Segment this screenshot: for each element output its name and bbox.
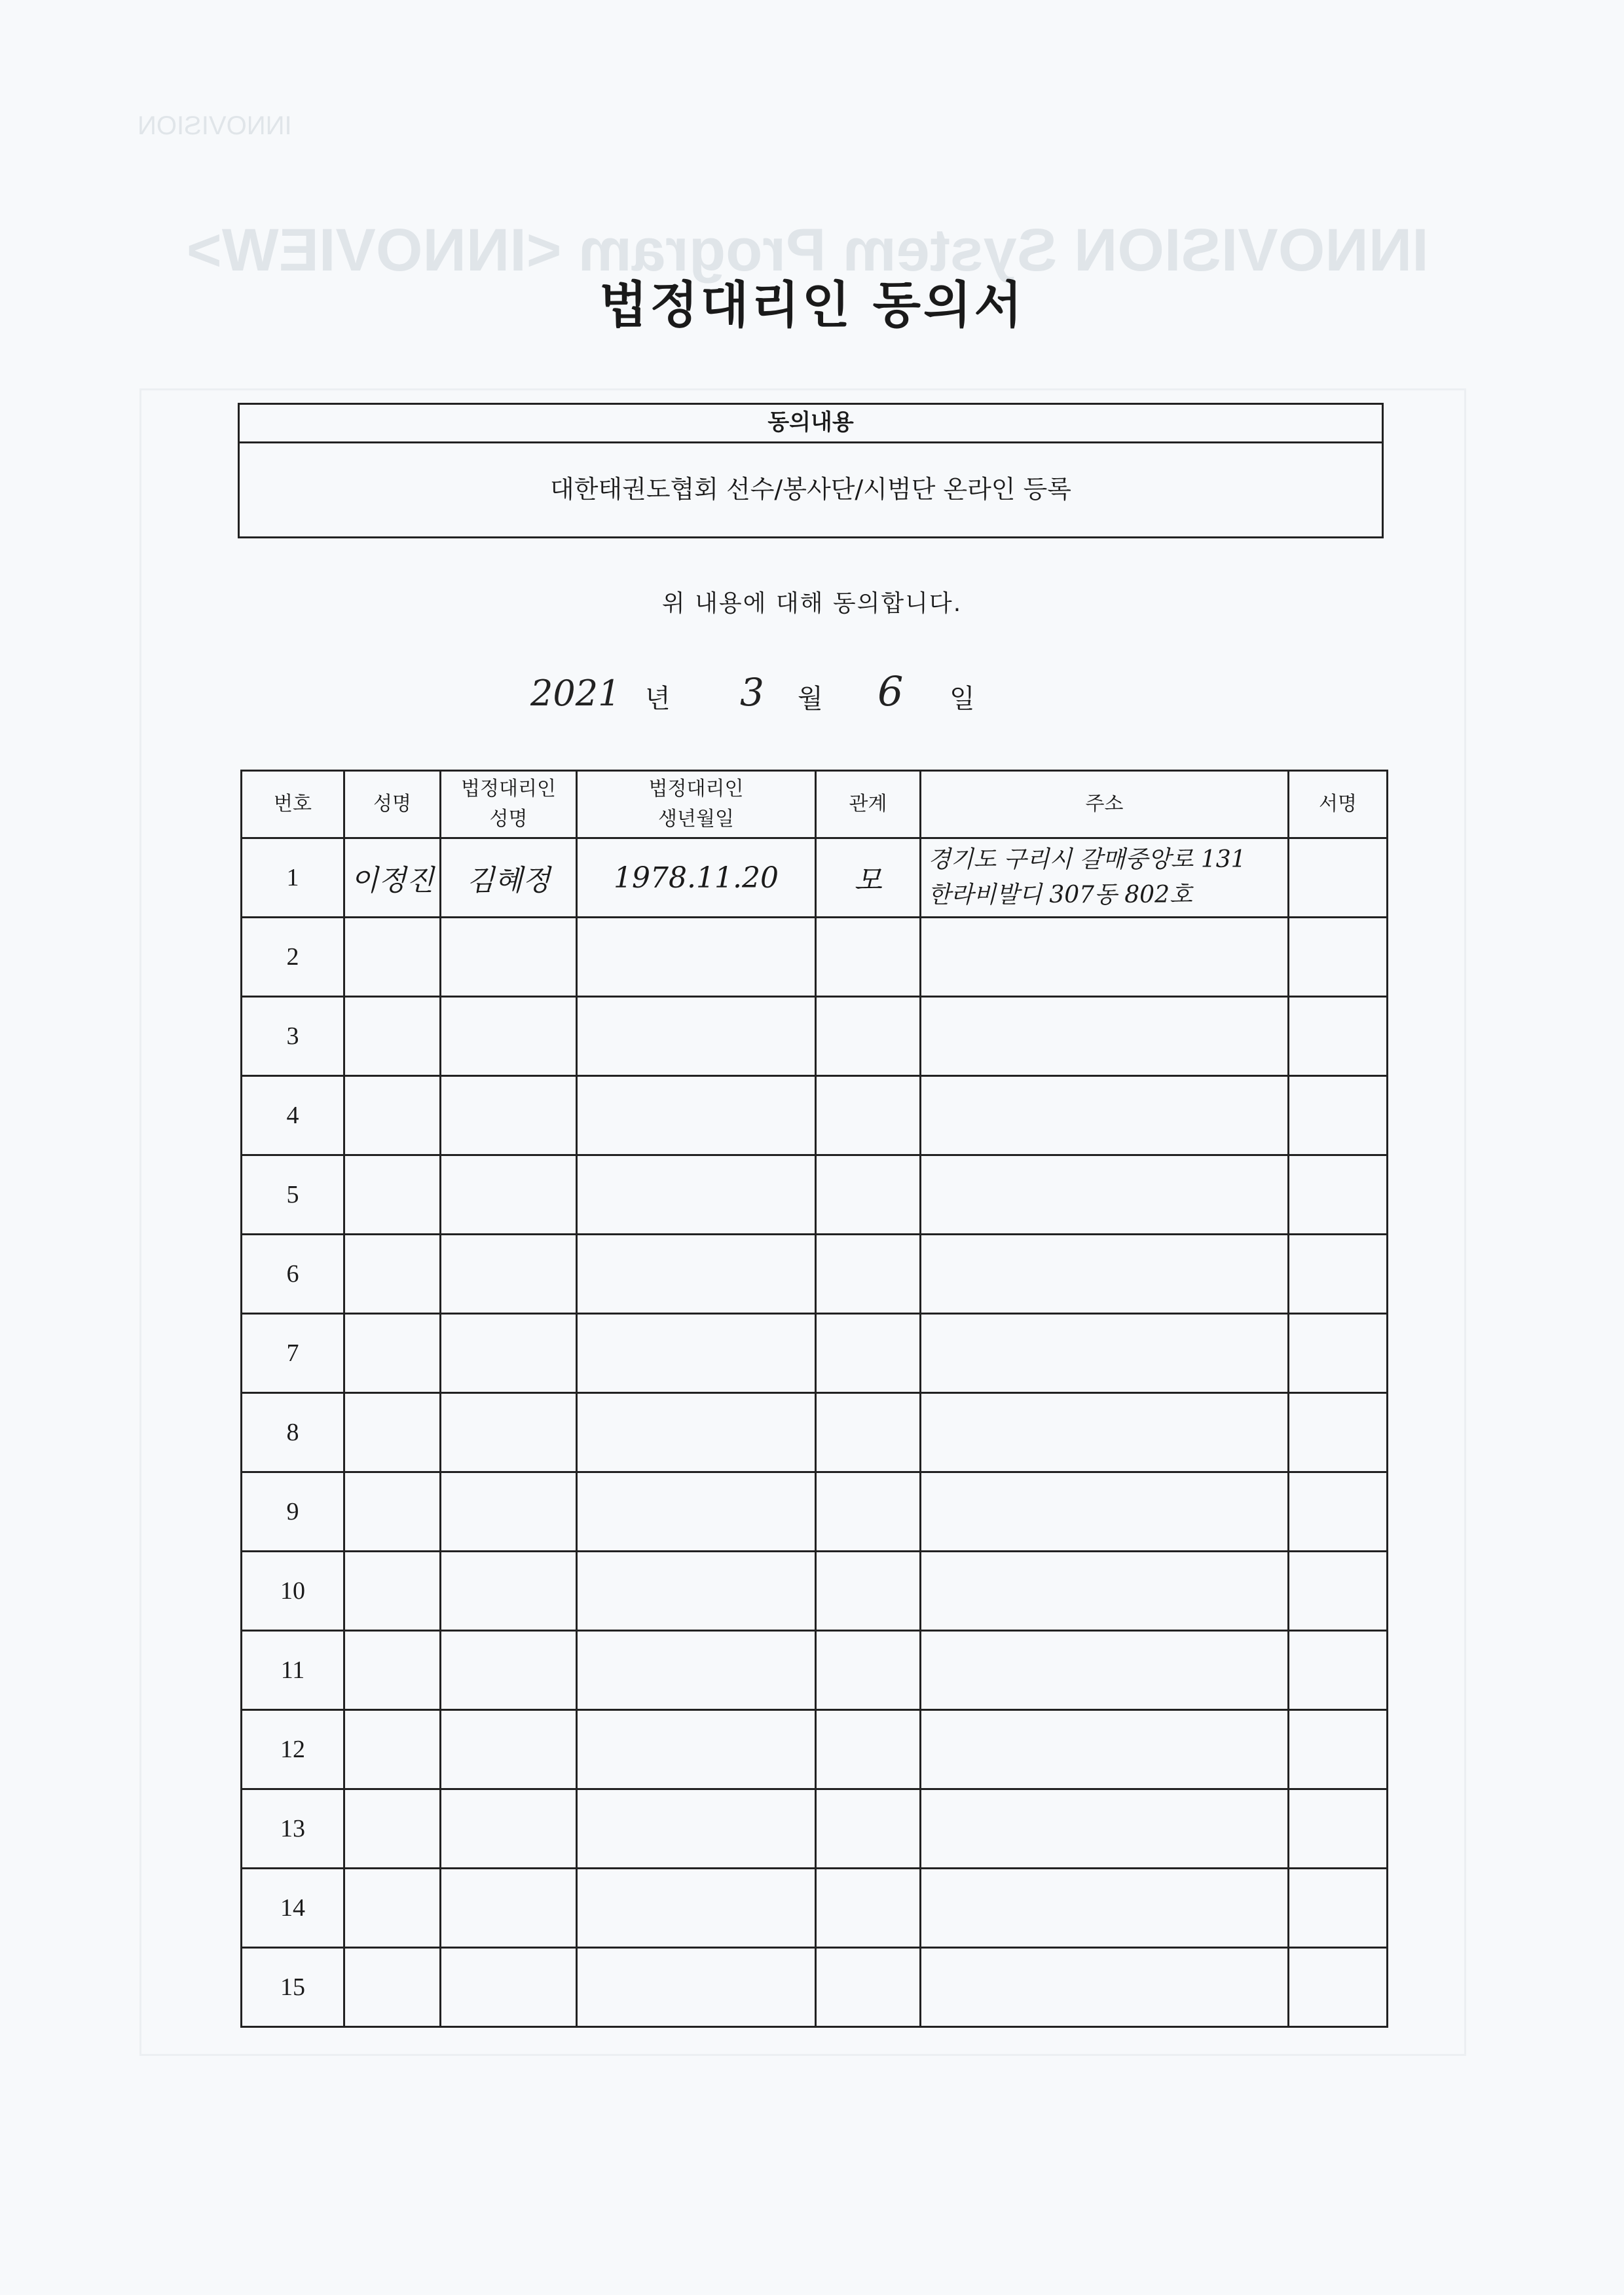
cell-relation [816, 997, 921, 1076]
cell-address [921, 1552, 1289, 1631]
cell-guardian-birthdate [577, 1552, 816, 1631]
table-row [242, 1948, 1388, 2027]
consent-box [238, 403, 1384, 538]
cell-signature [1289, 1710, 1388, 1789]
date-year: 2021 [530, 673, 621, 714]
cell-number: 8 [242, 1393, 344, 1472]
cell-name [344, 1710, 441, 1789]
table-row [242, 1631, 1388, 1710]
cell-address [921, 997, 1289, 1076]
cell-guardian-birthdate [577, 1789, 816, 1869]
cell-relation [816, 1789, 921, 1869]
table-row [242, 1472, 1388, 1552]
cell-relation [816, 1314, 921, 1393]
cell-number: 1 [242, 838, 344, 918]
cell-name: 이정진 [344, 838, 441, 918]
cell-address [921, 1314, 1289, 1393]
cell-address [921, 1789, 1289, 1869]
cell-signature [1289, 838, 1388, 918]
cell-address [921, 1710, 1289, 1789]
cell-name [344, 1076, 441, 1155]
cell-signature [1289, 1472, 1388, 1552]
cell-number: 6 [242, 1235, 344, 1314]
cell-name [344, 1393, 441, 1472]
table-row [242, 1789, 1388, 1869]
cell-guardian-name [441, 1393, 577, 1472]
cell-relation [816, 1869, 921, 1948]
cell-number: 9 [242, 1472, 344, 1552]
table-row [242, 997, 1388, 1076]
bleed-through-header: INNOVISION [138, 111, 292, 140]
cell-name [344, 1869, 441, 1948]
cell-guardian-birthdate [577, 1314, 816, 1393]
column-header-name: 성명 [344, 771, 441, 838]
cell-guardian-name [441, 1631, 577, 1710]
cell-guardian-name: 김혜정 [441, 838, 577, 918]
cell-address [921, 1393, 1289, 1472]
cell-guardian-name [441, 918, 577, 997]
cell-signature [1289, 1076, 1388, 1155]
cell-number: 13 [242, 1789, 344, 1869]
cell-guardian-name [441, 1869, 577, 1948]
column-header-number: 번호 [242, 771, 344, 838]
agreement-statement: 위 내용에 대해 동의합니다. [661, 590, 963, 617]
cell-guardian-birthdate [577, 1155, 816, 1235]
cell-signature [1289, 918, 1388, 997]
cell-number: 11 [242, 1631, 344, 1710]
cell-guardian-birthdate [577, 1948, 816, 2027]
cell-guardian-birthdate [577, 1235, 816, 1314]
cell-number: 15 [242, 1948, 344, 2027]
address-line-1: 경기도 구리시 갈매중앙로 131 [928, 846, 1246, 873]
cell-name [344, 1155, 441, 1235]
cell-address [921, 1472, 1289, 1552]
table-row [242, 1710, 1388, 1789]
cell-signature [1289, 1948, 1388, 2027]
cell-address [921, 918, 1289, 997]
cell-name [344, 1552, 441, 1631]
table-row [242, 1076, 1388, 1155]
cell-signature [1289, 1789, 1388, 1869]
cell-relation [816, 1710, 921, 1789]
cell-number: 12 [242, 1710, 344, 1789]
cell-name [344, 1472, 441, 1552]
cell-signature [1289, 1314, 1388, 1393]
table-row [242, 918, 1388, 997]
cell-signature [1289, 1552, 1388, 1631]
cell-relation [816, 1235, 921, 1314]
cell-guardian-birthdate [577, 997, 816, 1076]
cell-relation [816, 1393, 921, 1472]
cell-relation: 모 [816, 838, 921, 918]
cell-number: 4 [242, 1076, 344, 1155]
cell-guardian-name [441, 997, 577, 1076]
cell-signature [1289, 997, 1388, 1076]
cell-relation [816, 1076, 921, 1155]
cell-number: 3 [242, 997, 344, 1076]
table-row [242, 1314, 1388, 1393]
cell-name [344, 997, 441, 1076]
table-row [242, 1869, 1388, 1948]
guardian-table [240, 770, 1388, 2028]
date-year-label: 년 [645, 684, 671, 714]
cell-relation [816, 1472, 921, 1552]
bleed-through-title: INNOVISION System Program <INNOVIEW> [187, 217, 1429, 284]
cell-guardian-name [441, 1155, 577, 1235]
table-header-row [242, 771, 1388, 838]
cell-address [921, 1631, 1289, 1710]
cell-name [344, 1948, 441, 2027]
cell-guardian-birthdate: 1978.11.20 [577, 838, 816, 918]
cell-address [921, 1235, 1289, 1314]
cell-signature [1289, 1631, 1388, 1710]
cell-name [344, 1235, 441, 1314]
cell-name [344, 1631, 441, 1710]
cell-signature [1289, 1155, 1388, 1235]
consent-content: 대한태권도협회 선수/봉사단/시범단 온라인 등록 [549, 475, 1071, 504]
document-title: 법정대리인 동의서 [599, 276, 1025, 334]
cell-number: 7 [242, 1314, 344, 1393]
cell-number: 14 [242, 1869, 344, 1948]
table-row [242, 1552, 1388, 1631]
cell-address [921, 838, 1289, 918]
cell-guardian-birthdate [577, 1631, 816, 1710]
table-row [242, 838, 1388, 918]
cell-guardian-birthdate [577, 1869, 816, 1948]
cell-number: 2 [242, 918, 344, 997]
consent-header: 동의내용 [240, 405, 1382, 443]
cell-name [344, 918, 441, 997]
cell-guardian-birthdate [577, 918, 816, 997]
column-header-relation: 관계 [816, 771, 921, 838]
cell-guardian-name [441, 1076, 577, 1155]
cell-guardian-name [441, 1552, 577, 1631]
cell-name [344, 1314, 441, 1393]
cell-relation [816, 1948, 921, 2027]
column-header-guardian-birthdate: 법정대리인 생년월일 [577, 771, 816, 838]
cell-guardian-birthdate [577, 1710, 816, 1789]
column-header-address: 주소 [921, 771, 1289, 838]
cell-guardian-birthdate [577, 1472, 816, 1552]
cell-guardian-birthdate [577, 1076, 816, 1155]
cell-relation [816, 1552, 921, 1631]
cell-signature [1289, 1393, 1388, 1472]
date-day-label: 일 [950, 684, 975, 714]
cell-number: 5 [242, 1155, 344, 1235]
column-header-guardian-name: 법정대리인 성명 [441, 771, 577, 838]
cell-guardian-name [441, 1710, 577, 1789]
cell-signature [1289, 1869, 1388, 1948]
date-month-label: 월 [798, 684, 823, 714]
cell-address [921, 1076, 1289, 1155]
table-row [242, 1393, 1388, 1472]
cell-guardian-birthdate [577, 1393, 816, 1472]
cell-signature [1289, 1235, 1388, 1314]
table-row [242, 1155, 1388, 1235]
cell-guardian-name [441, 1948, 577, 2027]
column-header-signature: 서명 [1289, 771, 1388, 838]
cell-relation [816, 918, 921, 997]
cell-guardian-name [441, 1314, 577, 1393]
table-row [242, 1235, 1388, 1314]
cell-name [344, 1789, 441, 1869]
date-month: 3 [740, 670, 764, 715]
cell-guardian-name [441, 1235, 577, 1314]
address-line-2: 한라비발디 307동 802호 [928, 882, 1192, 908]
cell-relation [816, 1631, 921, 1710]
cell-relation [816, 1155, 921, 1235]
cell-guardian-name [441, 1789, 577, 1869]
date-day: 6 [877, 667, 904, 715]
cell-guardian-name [441, 1472, 577, 1552]
cell-address [921, 1869, 1289, 1948]
cell-address [921, 1948, 1289, 2027]
cell-number: 10 [242, 1552, 344, 1631]
cell-address [921, 1155, 1289, 1235]
